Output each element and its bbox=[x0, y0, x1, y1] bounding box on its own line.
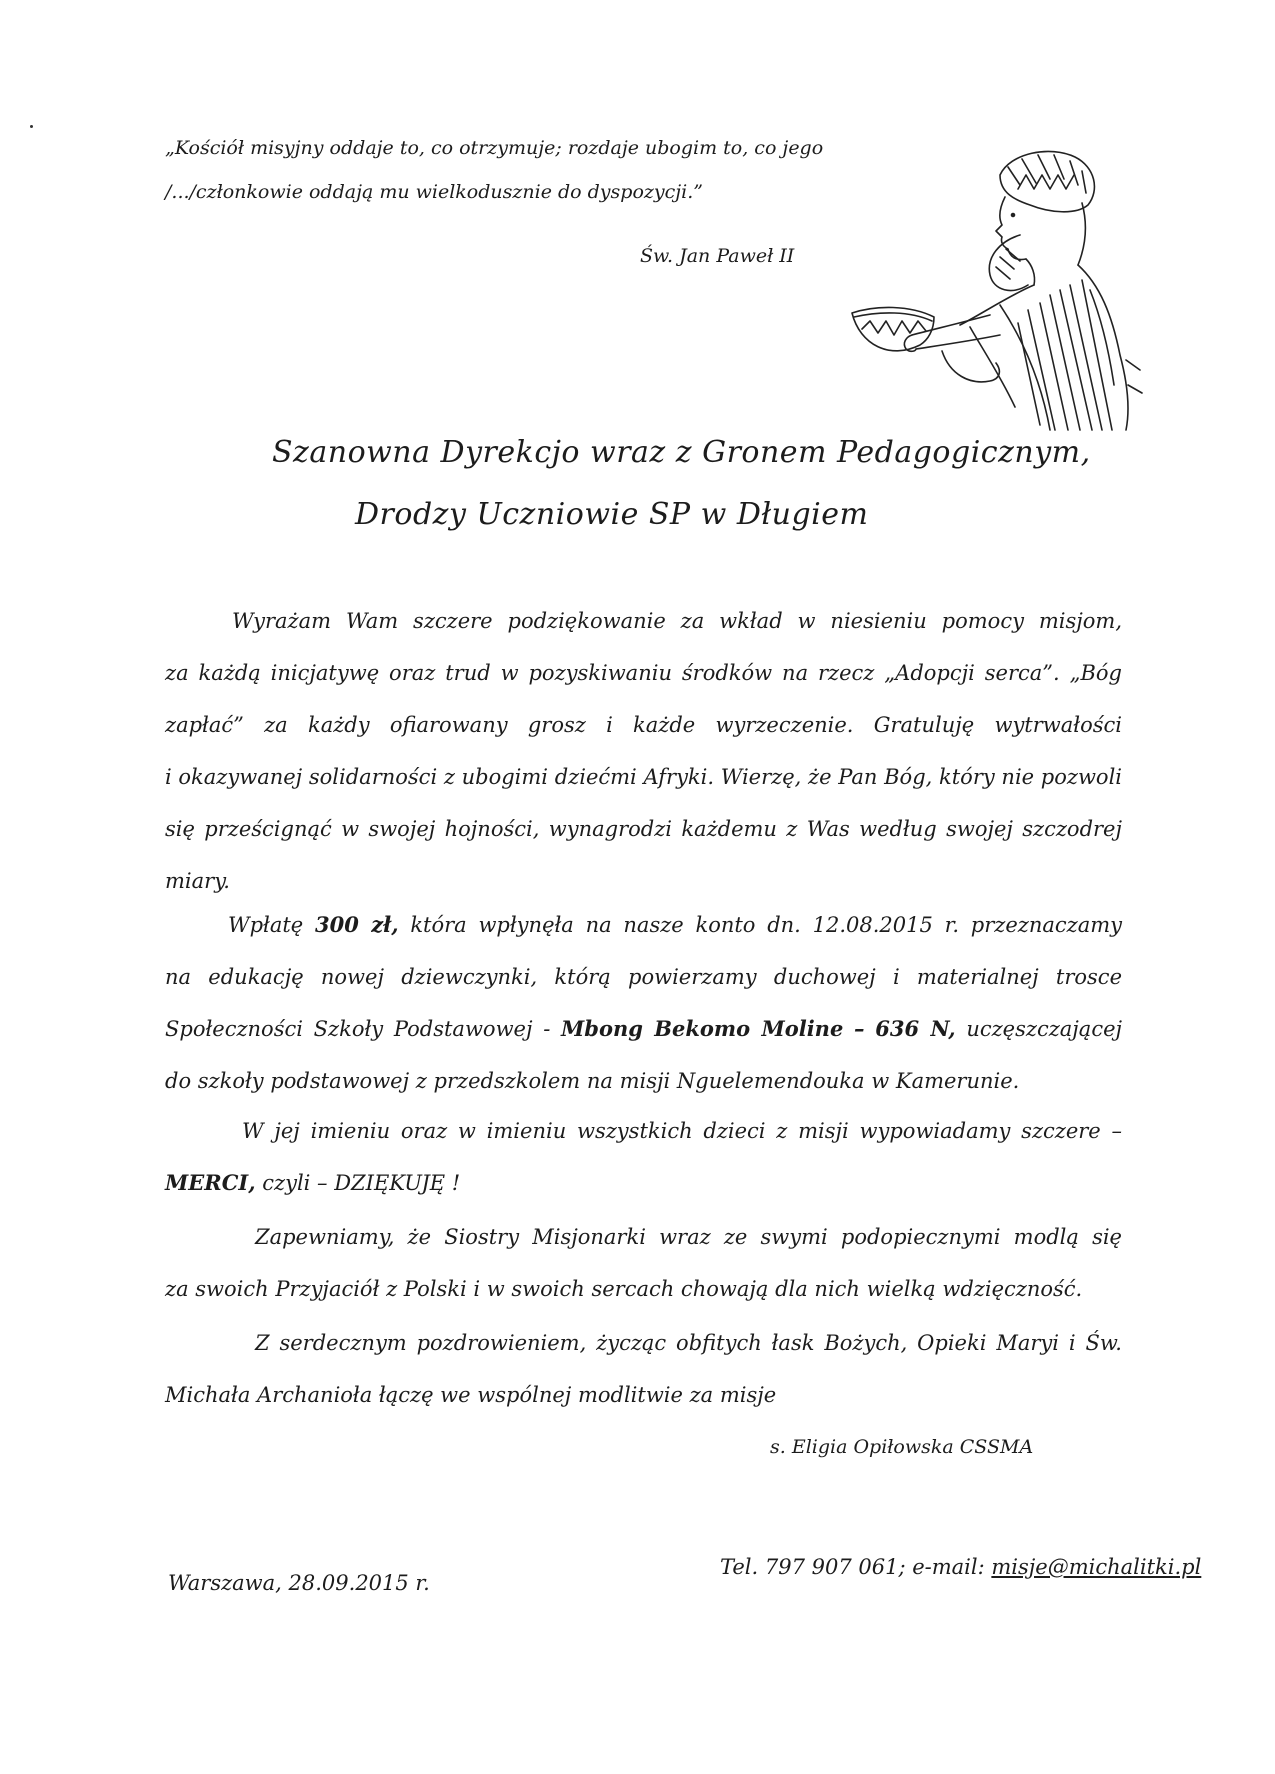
paragraph-4-line-2: za swoich Przyjaciół z Polski i w swoich sercach chowają dla nich wielką wdzięczność. bbox=[165, 1277, 1083, 1301]
paragraph-1-line-1: Wyrażam Wam szczere podziękowanie za wkład w niesieniu pomocy misjom, bbox=[232, 609, 1122, 633]
place-date: Warszawa, 28.09.2015 r. bbox=[168, 1571, 430, 1595]
scan-speck bbox=[30, 125, 33, 128]
quote-line-2: /.../członkowie oddają mu wielkodusznie do dyspozycji.” bbox=[165, 181, 703, 203]
attending-word: uczęszczającej bbox=[966, 1017, 1123, 1041]
quote-line-1: „Kościół misyjny oddaje to, co otrzymuje; rozdaje ubogim to, co jego bbox=[165, 137, 824, 159]
paragraph-2-line-2: na edukację nowej dziewczynki, którą powierzamy duchowej i materialnej trosce bbox=[165, 965, 1122, 989]
paragraph-2-line-1 bbox=[228, 910, 1122, 940]
payment-details: która wpłynęła na nasze konto dn. 12.08.2015 r. przeznaczamy bbox=[410, 913, 1122, 937]
signature: s. Eligia Opiłowska CSSMA bbox=[770, 1436, 1034, 1458]
email-link[interactable]: misje@michalitki.pl bbox=[991, 1555, 1202, 1579]
payment-word: Wpłatę bbox=[228, 913, 304, 937]
paragraph-1-line-5: się prześcignąć w swojej hojności, wynagrodzi każdemu z Was według swojej szczodrej bbox=[165, 817, 1122, 841]
paragraph-2-line-3 bbox=[165, 1014, 1122, 1044]
paragraph-2-line-4: do szkoły podstawowej z przedszkolem na misji Nguelemendouka w Kamerunie. bbox=[165, 1069, 1020, 1093]
thank-you-text: czyli – DZIĘKUJĘ ! bbox=[262, 1171, 461, 1195]
contact-info bbox=[720, 1552, 1201, 1582]
salutation-line-2: Drodzy Uczniowie SP w Długiem bbox=[355, 497, 869, 532]
paragraph-1-line-3: zapłać” za każdy ofiarowany grosz i każde wyrzeczenie. Gratuluję wytrwałości bbox=[165, 713, 1122, 737]
child-dash: – bbox=[854, 1016, 865, 1041]
paragraph-5-line-2: Michała Archanioła łączę we wspólnej modlitwie za misje bbox=[165, 1383, 777, 1407]
paragraph-5-line-1: Z serdecznym pozdrowieniem, życząc obfitych łask Bożych, Opieki Maryi i Św. bbox=[255, 1331, 1122, 1355]
woman-with-bowl-illustration bbox=[850, 145, 1150, 435]
merci-word: MERCI, bbox=[165, 1170, 256, 1195]
child-number: 636 N, bbox=[875, 1016, 956, 1041]
phone-label: Tel. 797 907 061; e-mail: bbox=[720, 1555, 985, 1579]
child-name: Mbong Bekomo Moline bbox=[561, 1016, 844, 1041]
paragraph-3-line-1: W jej imieniu oraz w imieniu wszystkich dzieci z misji wypowiadamy szczere – bbox=[242, 1119, 1122, 1143]
paragraph-3-line-2 bbox=[165, 1168, 460, 1198]
paragraph-1-line-2: za każdą inicjatywę oraz trud w pozyskiwaniu środków na rzecz „Adopcji serca”. „Bóg bbox=[165, 661, 1122, 685]
paragraph-1-line-4: i okazywanej solidarności z ubogimi dziećmi Afryki. Wierzę, że Pan Bóg, który nie pozwoli bbox=[165, 765, 1122, 789]
paragraph-4-line-1: Zapewniamy, że Siostry Misjonarki wraz ze swymi podopiecznymi modlą się bbox=[255, 1225, 1122, 1249]
school-community: Społeczności Szkoły Podstawowej - bbox=[165, 1017, 551, 1041]
paragraph-1-line-6: miary. bbox=[165, 869, 230, 893]
quote-author: Św. Jan Paweł II bbox=[640, 245, 795, 267]
salutation-line-1: Szanowna Dyrekcjo wraz z Gronem Pedagogicznym, bbox=[272, 435, 1091, 470]
payment-amount: 300 zł, bbox=[315, 912, 399, 937]
